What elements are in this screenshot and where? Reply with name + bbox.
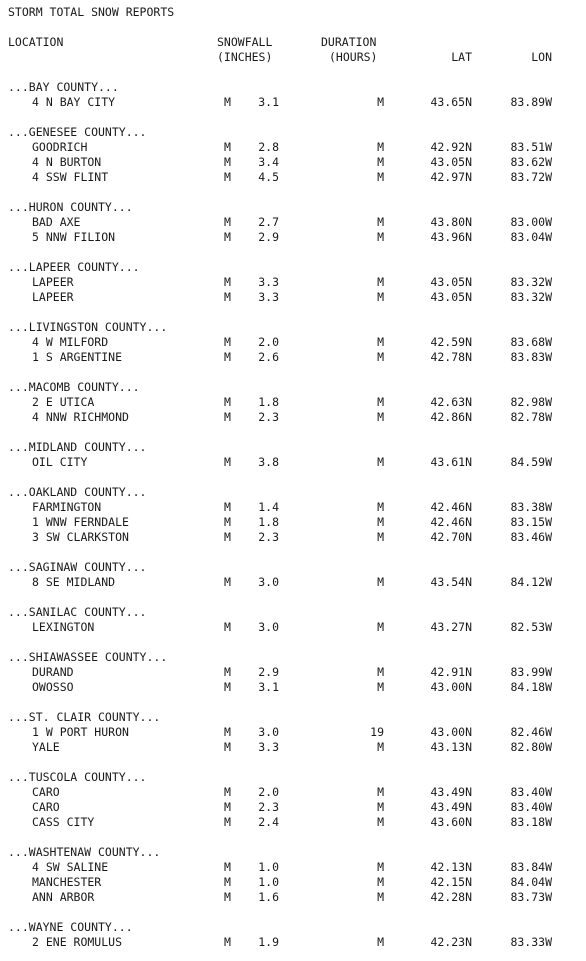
location-cell: LAPEER (32, 290, 74, 304)
county-heading: ...SANILAC COUNTY... (8, 605, 147, 619)
county-section (8, 560, 578, 605)
location-cell: DURAND (32, 665, 74, 679)
snowfall-cell: 1.0 (258, 860, 279, 874)
lon-cell: 83.33W (510, 935, 552, 949)
snowfall-cell: 2.6 (258, 350, 279, 364)
location-cell: LAPEER (32, 275, 74, 289)
lon-cell: 83.00W (510, 215, 552, 229)
snowfall-qualifier-cell: M (224, 860, 231, 874)
duration-cell: M (377, 410, 384, 424)
lon-cell: 83.68W (510, 335, 552, 349)
lat-cell: 43.49N (430, 800, 472, 814)
snowfall-cell: 3.0 (258, 575, 279, 589)
county-section (8, 920, 578, 950)
county-heading-line (8, 770, 578, 785)
snowfall-qualifier-cell: M (224, 410, 231, 424)
location-cell: 1 WNW FERNDALE (32, 515, 129, 529)
duration-cell: M (377, 740, 384, 754)
duration-cell: M (377, 785, 384, 799)
snowfall-cell: 1.0 (258, 875, 279, 889)
location-cell: 4 NNW RICHMOND (32, 410, 129, 424)
duration-cell: M (377, 455, 384, 469)
lon-header: LON (531, 50, 552, 64)
county-section (8, 320, 578, 380)
snowfall-qualifier-cell: M (224, 575, 231, 589)
location-cell: FARMINGTON (32, 500, 102, 514)
snowfall-qualifier-cell: M (224, 350, 231, 364)
location-cell: MANCHESTER (32, 875, 102, 889)
lon-cell: 83.51W (510, 140, 552, 154)
snowfall-qualifier-cell: M (224, 95, 231, 109)
location-cell: 1 S ARGENTINE (32, 350, 123, 364)
snowfall-cell: 3.8 (258, 455, 279, 469)
lon-cell: 84.59W (510, 455, 552, 469)
report-row (8, 815, 578, 830)
county-section (8, 650, 578, 710)
lon-cell: 83.40W (510, 785, 552, 799)
county-section (8, 260, 578, 320)
lat-cell: 42.46N (430, 500, 472, 514)
report-row (8, 275, 578, 290)
lat-cell: 43.65N (430, 95, 472, 109)
duration-cell: M (377, 665, 384, 679)
lat-cell: 43.80N (430, 215, 472, 229)
snowfall-cell: 2.9 (258, 665, 279, 679)
report-row (8, 155, 578, 170)
lat-cell: 42.86N (430, 410, 472, 424)
lat-cell: 42.59N (430, 335, 472, 349)
lat-cell: 42.63N (430, 395, 472, 409)
report-row (8, 935, 578, 950)
snowfall-qualifier-cell: M (224, 455, 231, 469)
duration-cell: M (377, 275, 384, 289)
county-heading-line (8, 650, 578, 665)
snowfall-cell: 2.3 (258, 410, 279, 424)
lat-cell: 42.28N (430, 890, 472, 904)
lat-cell: 43.61N (430, 455, 472, 469)
county-heading-line (8, 485, 578, 500)
snowfall-cell: 2.4 (258, 815, 279, 829)
snowfall-cell: 2.9 (258, 230, 279, 244)
county-heading: ...MIDLAND COUNTY... (8, 440, 147, 454)
county-heading: ...GENESEE COUNTY... (8, 125, 147, 139)
lat-cell: 43.27N (430, 620, 472, 634)
duration-header: DURATION (321, 35, 377, 49)
county-heading-line (8, 605, 578, 620)
report-row (8, 575, 578, 590)
report-row (8, 740, 578, 755)
lat-cell: 43.96N (430, 230, 472, 244)
county-section (8, 770, 578, 845)
lon-cell: 83.83W (510, 350, 552, 364)
snowfall-cell: 4.5 (258, 170, 279, 184)
location-cell: GOODRICH (32, 140, 88, 154)
county-heading: ...BAY COUNTY... (8, 80, 119, 94)
location-cell: 1 W PORT HURON (32, 725, 129, 739)
report-row (8, 800, 578, 815)
lon-cell: 83.15W (510, 515, 552, 529)
location-cell: 4 SW SALINE (32, 860, 109, 874)
county-heading-line (8, 80, 578, 95)
county-heading-line (8, 440, 578, 455)
county-heading: ...LIVINGSTON COUNTY... (8, 320, 168, 334)
snowfall-cell: 1.8 (258, 515, 279, 529)
county-heading-line (8, 380, 578, 395)
lat-cell: 43.54N (430, 575, 472, 589)
county-heading: ...WASHTENAW COUNTY... (8, 845, 161, 859)
county-heading: ...TUSCOLA COUNTY... (8, 770, 147, 784)
duration-cell: M (377, 800, 384, 814)
report-row (8, 215, 578, 230)
report-row (8, 290, 578, 305)
report-row (8, 335, 578, 350)
lat-cell: 43.00N (430, 680, 472, 694)
lon-cell: 83.84W (510, 860, 552, 874)
snowfall-cell: 3.3 (258, 740, 279, 754)
lat-cell: 42.23N (430, 935, 472, 949)
snowfall-cell: 1.4 (258, 500, 279, 514)
county-section (8, 200, 578, 260)
lon-cell: 83.46W (510, 530, 552, 544)
lon-cell: 83.38W (510, 500, 552, 514)
snowfall-qualifier-cell: M (224, 740, 231, 754)
snowfall-qualifier-cell: M (224, 815, 231, 829)
lat-cell: 42.15N (430, 875, 472, 889)
lat-cell: 42.46N (430, 515, 472, 529)
snowfall-cell: 1.8 (258, 395, 279, 409)
report-row (8, 500, 578, 515)
report-row (8, 170, 578, 185)
duration-cell: M (377, 575, 384, 589)
location-cell: 4 SSW FLINT (32, 170, 109, 184)
report-row (8, 455, 578, 470)
county-section (8, 845, 578, 920)
duration-cell: M (377, 230, 384, 244)
location-cell: 4 W MILFORD (32, 335, 109, 349)
report-row (8, 860, 578, 875)
snowfall-qualifier-cell: M (224, 680, 231, 694)
snowfall-cell: 2.0 (258, 335, 279, 349)
duration-cell: M (377, 680, 384, 694)
location-cell: CARO (32, 800, 60, 814)
lon-cell: 83.99W (510, 665, 552, 679)
snowfall-qualifier-cell: M (224, 800, 231, 814)
report-row (8, 725, 578, 740)
lon-cell: 84.18W (510, 680, 552, 694)
duration-cell: 19 (370, 725, 384, 739)
county-heading: ...HURON COUNTY... (8, 200, 133, 214)
snowfall-qualifier-cell: M (224, 155, 231, 169)
report-row (8, 665, 578, 680)
snowfall-cell: 2.7 (258, 215, 279, 229)
lon-cell: 82.80W (510, 740, 552, 754)
lon-cell: 82.78W (510, 410, 552, 424)
snowfall-cell: 1.6 (258, 890, 279, 904)
snowfall-qualifier-cell: M (224, 785, 231, 799)
duration-cell: M (377, 500, 384, 514)
lon-cell: 84.04W (510, 875, 552, 889)
lon-cell: 82.98W (510, 395, 552, 409)
location-cell: LEXINGTON (32, 620, 95, 634)
snowfall-cell: 3.0 (258, 725, 279, 739)
snowfall-cell: 3.3 (258, 290, 279, 304)
location-cell: YALE (32, 740, 60, 754)
lat-cell: 42.78N (430, 350, 472, 364)
snowfall-cell: 1.9 (258, 935, 279, 949)
duration-cell: M (377, 95, 384, 109)
location-cell: 3 SW CLARKSTON (32, 530, 129, 544)
snowfall-cell: 2.3 (258, 800, 279, 814)
lon-cell: 84.12W (510, 575, 552, 589)
county-heading: ...LAPEER COUNTY... (8, 260, 140, 274)
county-heading: ...SAGINAW COUNTY... (8, 560, 147, 574)
report-row (8, 230, 578, 245)
report-row (8, 530, 578, 545)
duration-cell: M (377, 530, 384, 544)
snowfall-qualifier-cell: M (224, 140, 231, 154)
county-heading-line (8, 200, 578, 215)
county-heading-line (8, 125, 578, 140)
report-row (8, 680, 578, 695)
lat-cell: 42.70N (430, 530, 472, 544)
location-cell: CARO (32, 785, 60, 799)
header-row-2 (8, 50, 578, 65)
duration-cell: M (377, 155, 384, 169)
snowfall-qualifier-cell: M (224, 290, 231, 304)
county-list (8, 80, 578, 950)
lat-cell: 42.13N (430, 860, 472, 874)
location-cell: OIL CITY (32, 455, 88, 469)
snowfall-qualifier-cell: M (224, 395, 231, 409)
lat-cell: 43.49N (430, 785, 472, 799)
snowfall-qualifier-cell: M (224, 230, 231, 244)
report-row (8, 395, 578, 410)
lon-cell: 83.89W (510, 95, 552, 109)
county-section (8, 710, 578, 770)
report-row (8, 515, 578, 530)
duration-cell: M (377, 170, 384, 184)
report-row (8, 350, 578, 365)
duration-cell: M (377, 875, 384, 889)
lon-cell: 82.46W (510, 725, 552, 739)
snowfall-qualifier-cell: M (224, 275, 231, 289)
county-section (8, 380, 578, 440)
lon-cell: 82.53W (510, 620, 552, 634)
lon-cell: 83.32W (510, 275, 552, 289)
county-section (8, 605, 578, 650)
location-cell: OWOSSO (32, 680, 74, 694)
snowfall-qualifier-cell: M (224, 335, 231, 349)
lat-cell: 43.00N (430, 725, 472, 739)
report-title: STORM TOTAL SNOW REPORTS (8, 5, 175, 19)
snowfall-qualifier-cell: M (224, 875, 231, 889)
snowfall-qualifier-cell: M (224, 500, 231, 514)
duration-cell: M (377, 395, 384, 409)
lat-header: LAT (451, 50, 472, 64)
snowfall-qualifier-cell: M (224, 665, 231, 679)
snowfall-qualifier-cell: M (224, 170, 231, 184)
county-heading: ...SHIAWASSEE COUNTY... (8, 650, 168, 664)
duration-cell: M (377, 860, 384, 874)
duration-cell: M (377, 515, 384, 529)
county-section (8, 125, 578, 200)
duration-cell: M (377, 935, 384, 949)
snowfall-qualifier-cell: M (224, 935, 231, 949)
duration-unit-header: (HOURS) (329, 50, 378, 64)
snowfall-cell: 2.0 (258, 785, 279, 799)
county-section (8, 80, 578, 125)
report-row (8, 890, 578, 905)
lon-cell: 83.62W (510, 155, 552, 169)
duration-cell: M (377, 140, 384, 154)
report-row (8, 140, 578, 155)
snowfall-unit-header: (INCHES) (217, 50, 273, 64)
location-cell: 2 ENE ROMULUS (32, 935, 123, 949)
location-cell: 2 E UTICA (32, 395, 95, 409)
lat-cell: 43.13N (430, 740, 472, 754)
county-heading-line (8, 560, 578, 575)
location-cell: BAD AXE (32, 215, 81, 229)
location-cell: 5 NNW FILION (32, 230, 116, 244)
county-heading: ...ST. CLAIR COUNTY... (8, 710, 161, 724)
lon-cell: 83.40W (510, 800, 552, 814)
report-row (8, 875, 578, 890)
duration-cell: M (377, 815, 384, 829)
county-heading: ...MACOMB COUNTY... (8, 380, 140, 394)
county-section (8, 485, 578, 560)
report-row (8, 620, 578, 635)
snowfall-cell: 3.4 (258, 155, 279, 169)
county-heading-line (8, 710, 578, 725)
lon-cell: 83.73W (510, 890, 552, 904)
county-heading-line (8, 845, 578, 860)
county-heading-line (8, 260, 578, 275)
report-row (8, 785, 578, 800)
duration-cell: M (377, 890, 384, 904)
snowfall-cell: 3.0 (258, 620, 279, 634)
snowfall-cell: 3.3 (258, 275, 279, 289)
county-heading: ...WAYNE COUNTY... (8, 920, 133, 934)
county-heading: ...OAKLAND COUNTY... (8, 485, 147, 499)
snowfall-qualifier-cell: M (224, 515, 231, 529)
location-cell: 4 N BURTON (32, 155, 102, 169)
snowfall-qualifier-cell: M (224, 215, 231, 229)
snowfall-qualifier-cell: M (224, 725, 231, 739)
lat-cell: 42.97N (430, 170, 472, 184)
lon-cell: 83.04W (510, 230, 552, 244)
lon-cell: 83.32W (510, 290, 552, 304)
duration-cell: M (377, 215, 384, 229)
lat-cell: 42.92N (430, 140, 472, 154)
snowfall-qualifier-cell: M (224, 890, 231, 904)
report-title-line (8, 5, 578, 20)
location-cell: ANN ARBOR (32, 890, 95, 904)
snowfall-qualifier-cell: M (224, 620, 231, 634)
lat-cell: 43.05N (430, 290, 472, 304)
snowfall-header: SNOWFALL (217, 35, 273, 49)
lat-cell: 43.05N (430, 155, 472, 169)
county-heading-line (8, 920, 578, 935)
lat-cell: 43.05N (430, 275, 472, 289)
snowfall-qualifier-cell: M (224, 530, 231, 544)
duration-cell: M (377, 620, 384, 634)
duration-cell: M (377, 335, 384, 349)
header-row-1 (8, 35, 578, 50)
snow-report (8, 5, 578, 950)
location-cell: 8 SE MIDLAND (32, 575, 116, 589)
report-row (8, 410, 578, 425)
snowfall-cell: 2.3 (258, 530, 279, 544)
lat-cell: 43.60N (430, 815, 472, 829)
county-heading-line (8, 320, 578, 335)
snowfall-cell: 3.1 (258, 680, 279, 694)
location-cell: 4 N BAY CITY (32, 95, 116, 109)
county-section (8, 440, 578, 485)
snowfall-cell: 2.8 (258, 140, 279, 154)
lat-cell: 42.91N (430, 665, 472, 679)
snowfall-cell: 3.1 (258, 95, 279, 109)
location-header: LOCATION (8, 35, 64, 49)
lon-cell: 83.72W (510, 170, 552, 184)
duration-cell: M (377, 290, 384, 304)
location-cell: CASS CITY (32, 815, 95, 829)
duration-cell: M (377, 350, 384, 364)
report-row (8, 95, 578, 110)
lon-cell: 83.18W (510, 815, 552, 829)
